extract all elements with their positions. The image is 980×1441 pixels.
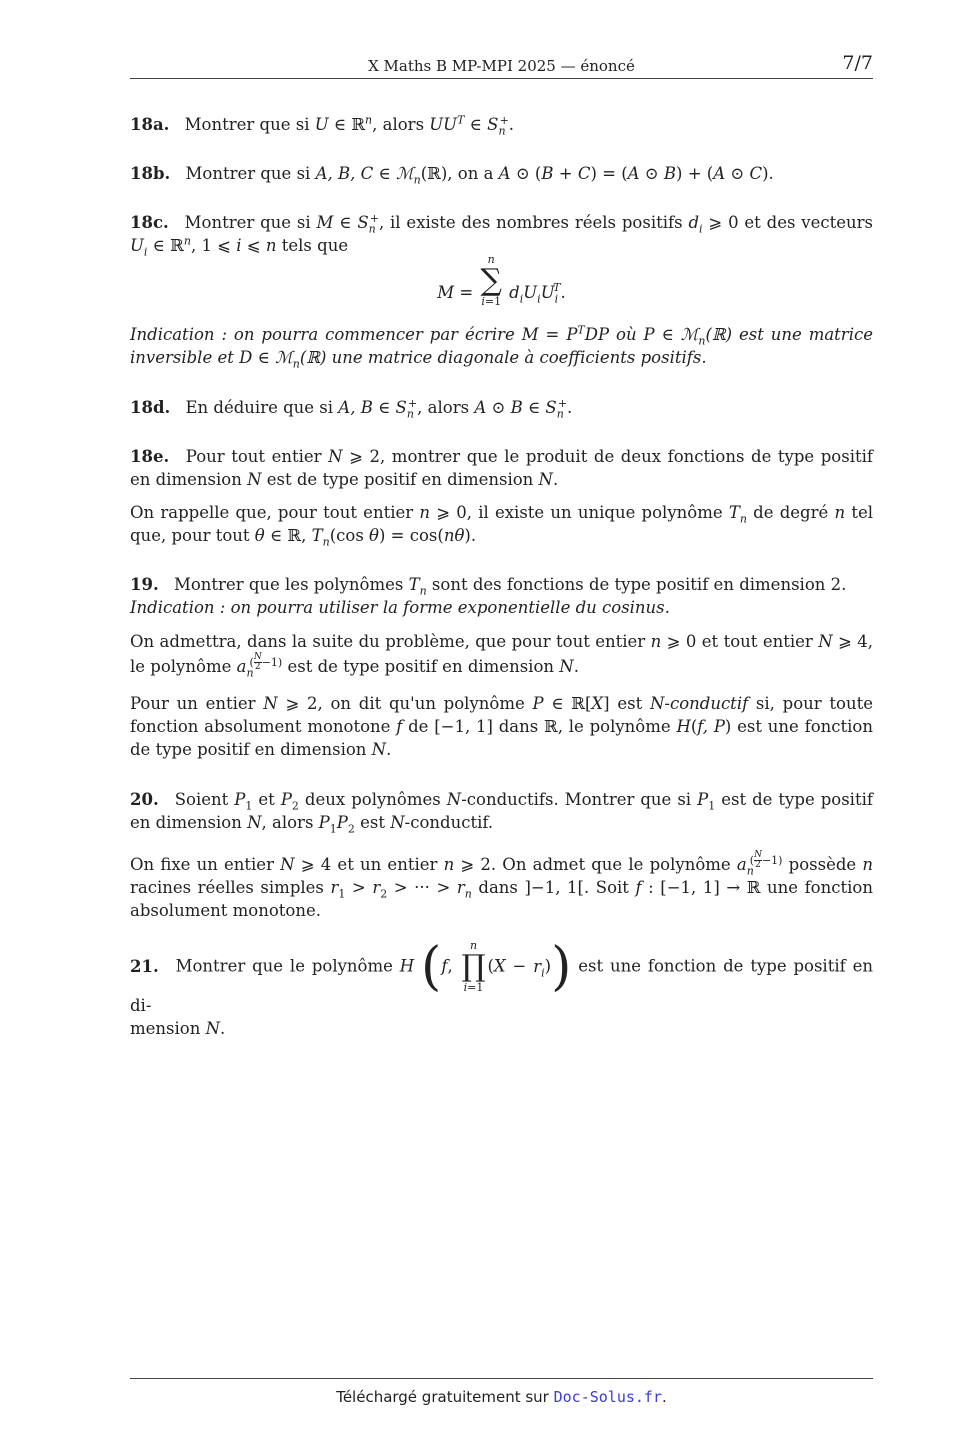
question-21: 21. Montrer que le polynôme H (f, n ∏ $i=1(X - r_i)$) est une fonction de type positif en di- mension N. [130, 937, 873, 1038]
question-19: 19. Montrer que les polynômes $T_n$ sont des fonctions de type positif en dimension 2. Indication : on pourra utiliser la forme exponentielle du cosinus. [130, 575, 847, 617]
hint-18c: Indication : on pourra commencer par écrire $M = P^TDP$ où P ∈ ℳ$_n$(ℝ) est une matrice inversible et D ∈ ℳ$_n$(ℝ) une matrice diagonale à coefficients positifs. [130, 323, 873, 371]
question-18b: 18b. Montrer que si A, B, C ∈ ℳ$_n$(ℝ), on a A ⊙ (B + C) = (A ⊙ B) + (A ⊙ C). [130, 164, 774, 187]
conductif-paragraph: Pour un entier N ⩾ 2, on dit qu'un polynôme P ∈ ℝ[X] est N-conductif si, pour toute fonction absolument monotone f de [−1, 1] dans ℝ, le polynôme H(f, P) est une fonction de type positif en dimension N. [130, 694, 873, 759]
question-20: 20. Soient $P_1$ et $P_2$ deux polynômes N-conductifs. Montrer que si $P_1$ est de type positif en dimension N, alors $P_1P_2$ est N-conductif. [130, 790, 873, 836]
page-header [130, 54, 873, 79]
question-label: 20. [130, 790, 159, 809]
question-18c: 18c. Montrer que si M ∈ $S_n^+$, il existe des nombres réels positifs $d_i$ ⩾ 0 et des vecteurs $U_i$ ∈ ℝ$^n$, 1 ⩽ i ⩽ n tels que [130, 211, 873, 259]
admit-paragraph: On admettra, dans la suite du problème, que pour tout entier n ⩾ 0 et tout entier N ⩾ 4, le polynôme $a_n^{( \frac{N}{2} -1)}$ est de type positif en dimension N. [130, 632, 874, 680]
hint-19: Indication : on pourra utiliser la forme exponentielle du cosinus. [130, 598, 670, 617]
recall-paragraph: On rappelle que, pour tout entier n ⩾ 0, il existe un unique polynôme $T_n$ de degré n tel que, pour tout θ ∈ ℝ, $T_n(\cos$ θ) = cos(nθ). [130, 503, 873, 549]
footer-suffix: . [662, 1388, 667, 1406]
question-label: 18d. [130, 398, 171, 417]
question-label: 18e. [130, 447, 170, 466]
question-label: 18b. [130, 164, 171, 183]
question-18d: 18d. En déduire que si A, B ∈ $S_n^+$, alors A ⊙ B ∈ $S_n^+$. [130, 396, 573, 421]
product-symbol: n ∏ i=1 [461, 939, 486, 994]
question-label: 19. [130, 575, 159, 594]
question-18a: 18a. Montrer que si U ∈ ℝ$^n$, alors $UU^T$ ∈ $S_n^+$. [130, 113, 515, 138]
question-18e: 18e. Pour tout entier N ⩾ 2, montrer que le produit de deux fonctions de type positif en dimension N est de type positif en dimension N. [130, 447, 873, 489]
fix-paragraph: On fixe un entier N ⩾ 4 et un entier n ⩾ 2. On admet que le polynôme $a_n^{( \frac{N}{2} -1)}$ possède n racines réelles simples $r_1 > r_2$ > ··· > $r_n$ dans ]−1, 1[. Soit f : [−1, 1] → ℝ une fonction absolument monotone. [130, 850, 873, 920]
page-number: 7/7 [842, 52, 873, 74]
footer-prefix: Téléchargé gratuitement sur [336, 1388, 549, 1406]
sum-symbol: n ∑ i=1 [480, 253, 502, 308]
doc-solus-link[interactable]: Doc-Solus.fr [553, 1388, 662, 1406]
question-label: 18a. [130, 115, 170, 134]
question-label: 18c. [130, 213, 169, 232]
header-title: X Maths B MP-MPI 2025 — énoncé [368, 57, 635, 75]
page-footer [130, 1378, 873, 1406]
question-label: 21. [130, 956, 159, 976]
formula-18c: M = n ∑ i=1 $d_iU_iU_i^T$. [437, 253, 566, 308]
